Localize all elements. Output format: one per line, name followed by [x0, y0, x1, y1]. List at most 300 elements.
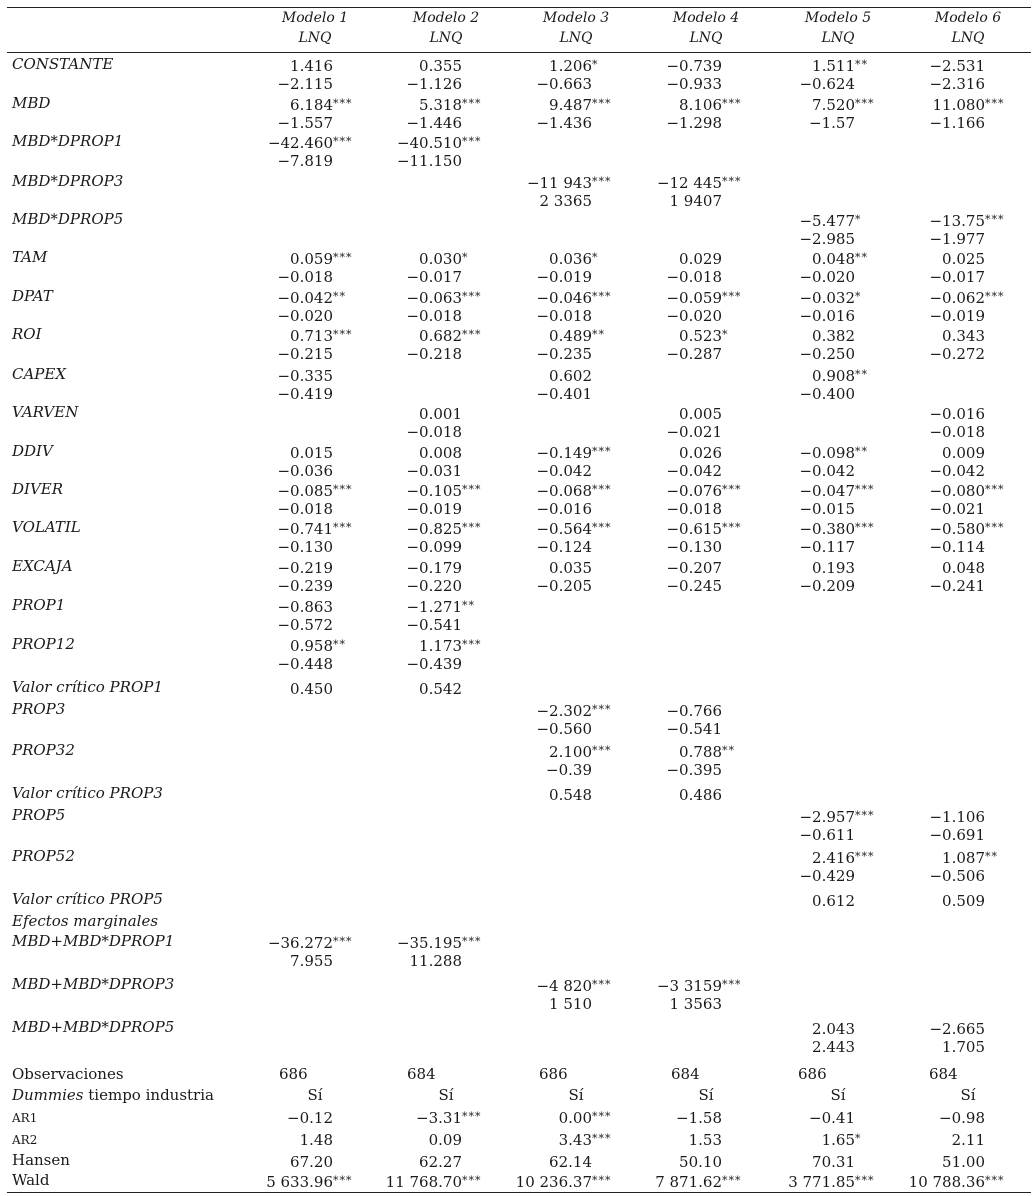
std-error-cell	[536, 268, 592, 287]
coefficient-value: 1.087	[942, 849, 985, 867]
std-error-cell	[406, 307, 462, 326]
footer-number: −0.98	[939, 1109, 985, 1127]
footer-number: 10 236.37	[515, 1173, 592, 1191]
coefficient-cell	[549, 741, 611, 762]
coefficient-value: −0.076	[666, 482, 722, 500]
coefficient-value: 8.106	[679, 96, 722, 114]
coefficient-cell	[536, 442, 611, 463]
std-error-cell	[536, 307, 592, 326]
std-error-value: −0.114	[929, 537, 985, 556]
coefficient-cell	[679, 94, 741, 115]
std-error-cell	[670, 192, 723, 211]
significance-stars: ***	[462, 328, 482, 341]
significance-stars: ***	[462, 97, 482, 110]
std-error-value: −0.395	[666, 760, 722, 779]
coefficient-value: −0.068	[536, 482, 592, 500]
std-error-value: −0.020	[666, 306, 722, 325]
coefficient-cell	[277, 596, 333, 617]
std-error-value: −0.560	[536, 719, 592, 738]
coefficient-cell	[419, 403, 462, 424]
significance-stars: ***	[855, 97, 875, 110]
coefficient-value: 0.713	[290, 327, 333, 345]
footer-number: 684	[671, 1065, 700, 1083]
std-error-value: −11.150	[396, 151, 462, 170]
footer-value-ar1	[809, 1107, 855, 1128]
std-error-value: −0.042	[666, 461, 722, 480]
std-error-cell	[277, 75, 333, 94]
significance-stars: ***	[333, 328, 353, 341]
row-label: PROP3	[12, 700, 66, 718]
coefficient-cell	[290, 635, 346, 656]
std-error-value: −0.019	[536, 267, 592, 286]
std-error-value: −0.39	[546, 760, 592, 779]
coefficient-value: −5.477	[799, 212, 855, 230]
std-error-value: −0.429	[799, 866, 855, 885]
significance-stars: ***	[333, 97, 353, 110]
significance-stars: ***	[985, 521, 1005, 534]
table-rule	[7, 1192, 1031, 1193]
row-label: PROP12	[12, 635, 75, 653]
significance-stars: ***	[722, 1174, 742, 1187]
row-label: Valor crítico PROP1	[12, 678, 163, 696]
std-error-cell	[277, 385, 333, 404]
coefficient-value: −0.042	[277, 289, 333, 307]
coefficient-value: −2.665	[929, 1020, 985, 1038]
coefficient-cell	[812, 248, 868, 269]
coefficient-cell	[549, 55, 598, 76]
coefficient-value: 0.036	[549, 250, 592, 268]
significance-stars: ***	[592, 97, 612, 110]
std-error-cell	[546, 761, 592, 780]
footer-number: 3.43	[558, 1131, 592, 1149]
row-label: Valor crítico PROP5	[12, 890, 163, 908]
significance-stars: ***	[333, 935, 353, 948]
std-error-cell	[536, 462, 592, 481]
footer-value-ar1	[287, 1107, 333, 1128]
footer-number: 686	[539, 1065, 568, 1083]
coefficient-value: −13.75	[929, 212, 985, 230]
significance-stars: ***	[722, 97, 742, 110]
coefficient-value: 1.416	[290, 57, 333, 75]
std-error-value: −1.126	[406, 74, 462, 93]
std-error-value: −0.019	[406, 499, 462, 518]
significance-stars: ***	[722, 483, 742, 496]
row-label: PROP1	[12, 596, 66, 614]
coefficient-cell	[549, 94, 611, 115]
footer-number: 70.31	[812, 1153, 855, 1171]
std-error-value: −0.019	[929, 306, 985, 325]
coefficient-cell	[812, 325, 855, 346]
coefficient-value: 0.343	[942, 327, 985, 345]
significance-stars: ***	[592, 175, 612, 188]
coefficient-cell	[666, 55, 722, 76]
std-error-cell	[277, 500, 333, 519]
significance-stars: ***	[333, 1174, 353, 1187]
significance-stars: ***	[333, 521, 353, 534]
std-error-cell	[277, 655, 333, 674]
footer-number: −0.41	[809, 1109, 855, 1127]
coefficient-value: −0.149	[536, 444, 592, 462]
std-error-cell	[277, 152, 333, 171]
std-error-cell	[277, 307, 333, 326]
footer-label-dummies	[12, 1086, 214, 1105]
footer-value-wald	[909, 1171, 1005, 1192]
coefficient-cell	[942, 557, 985, 578]
row-label: VOLATIL	[12, 518, 81, 536]
coefficient-cell	[406, 596, 475, 617]
footer-value-observations	[671, 1065, 700, 1084]
std-error-value: −0.031	[406, 461, 462, 480]
coefficient-cell	[799, 806, 874, 827]
coefficient-value: −0.739	[666, 57, 722, 75]
significance-stars: ***	[592, 1110, 612, 1123]
coefficient-cell	[549, 365, 592, 386]
std-error-cell	[406, 462, 462, 481]
coefficient-cell	[799, 442, 868, 463]
footer-number: 50.10	[679, 1153, 722, 1171]
std-error-value: −0.042	[799, 461, 855, 480]
std-error-value: −0.017	[406, 267, 462, 286]
coefficient-value: −0.046	[536, 289, 592, 307]
std-error-value: −0.018	[277, 267, 333, 286]
significance-stars: ***	[333, 251, 353, 264]
coefficient-value: −0.335	[277, 367, 333, 385]
coefficient-cell	[536, 480, 611, 501]
coefficient-cell	[812, 847, 874, 868]
coefficient-cell	[679, 325, 728, 346]
std-error-value: −0.018	[277, 499, 333, 518]
footer-value-wald	[266, 1171, 352, 1192]
coefficient-value: 2.100	[549, 743, 592, 761]
significance-stars: ***	[855, 483, 875, 496]
std-error-value: −1.298	[666, 113, 722, 132]
significance-stars: ***	[333, 135, 353, 148]
footer-value-ar1	[939, 1107, 985, 1128]
footer-value-observations	[539, 1065, 568, 1084]
significance-stars: ***	[855, 809, 875, 822]
std-error-cell	[406, 114, 462, 133]
row-label: Valor crítico PROP3	[12, 784, 163, 802]
coefficient-cell	[799, 287, 861, 308]
coefficient-cell	[929, 210, 1004, 231]
std-error-cell	[277, 538, 333, 557]
coefficient-cell	[536, 700, 611, 721]
significance-stars: ***	[592, 445, 612, 458]
significance-stars: ***	[592, 744, 612, 757]
significance-stars: **	[855, 58, 868, 71]
coefficient-value: 0.958	[290, 637, 333, 655]
significance-stars: ***	[855, 521, 875, 534]
std-error-value: −0.541	[406, 615, 462, 634]
std-error-value: 2.443	[812, 1037, 855, 1056]
row-label: MBD+MBD*DPROP1	[12, 932, 175, 950]
significance-stars: **	[722, 744, 735, 757]
std-error-value: −0.506	[929, 866, 985, 885]
column-model-label: Modelo 2	[412, 10, 480, 26]
significance-stars: ***	[592, 703, 612, 716]
column-model-label: Modelo 4	[672, 10, 740, 26]
std-error-value: −0.624	[799, 74, 855, 93]
coefficient-value: −0.062	[929, 289, 985, 307]
coefficient-value: −2.531	[929, 57, 985, 75]
footer-value-observations	[279, 1065, 308, 1084]
coefficient-cell	[942, 248, 985, 269]
coefficient-value: −2.957	[799, 808, 855, 826]
footer-value-wald	[788, 1171, 874, 1192]
std-error-value: −0.400	[799, 384, 855, 403]
coefficient-value: −0.766	[666, 702, 722, 720]
footer-label-ar1: AR1	[12, 1111, 38, 1125]
table-rule	[7, 7, 1031, 8]
std-error-cell	[929, 230, 985, 249]
coefficient-cell	[277, 480, 352, 501]
std-error-value: −0.124	[536, 537, 592, 556]
std-error-value: −0.018	[666, 267, 722, 286]
coefficient-cell	[419, 678, 462, 699]
std-error-value: −1.436	[536, 113, 592, 132]
std-error-value: −2.985	[799, 229, 855, 248]
std-error-value: −0.205	[536, 576, 592, 595]
std-error-cell	[536, 385, 592, 404]
significance-stars: ***	[462, 521, 482, 534]
coefficient-cell	[419, 442, 462, 463]
coefficient-value: 6.184	[290, 96, 333, 114]
std-error-cell	[929, 462, 985, 481]
coefficient-value: −0.564	[536, 520, 592, 538]
std-error-cell	[799, 230, 855, 249]
column-model-label: Modelo 3	[542, 10, 610, 26]
table-rule	[7, 52, 1031, 53]
significance-stars: ***	[855, 1174, 875, 1187]
std-error-cell	[799, 867, 855, 886]
coefficient-value: 1.206	[549, 57, 592, 75]
std-error-cell	[929, 307, 985, 326]
std-error-cell	[929, 826, 985, 845]
coefficient-value: 0.048	[942, 559, 985, 577]
coefficient-cell	[666, 700, 722, 721]
coefficient-cell	[657, 975, 742, 996]
footer-number: 7 871.62	[655, 1173, 722, 1191]
row-label: Efectos marginales	[12, 912, 159, 930]
coefficient-value: 0.682	[419, 327, 462, 345]
footer-number: 3 771.85	[788, 1173, 855, 1191]
row-label: MBD*DPROP5	[12, 210, 124, 228]
std-error-cell	[406, 500, 462, 519]
footer-label-wald: Wald	[12, 1171, 50, 1189]
column-method-label: LNQ	[689, 30, 723, 46]
coefficient-value: 0.015	[290, 444, 333, 462]
footer-value-dummies	[960, 1086, 975, 1105]
coefficient-value: 11.080	[932, 96, 985, 114]
coefficient-cell	[929, 1018, 985, 1039]
footer-value-dummies	[830, 1086, 845, 1105]
std-error-cell	[666, 268, 722, 287]
std-error-value: −0.235	[536, 344, 592, 363]
std-error-value: −0.018	[406, 422, 462, 441]
coefficient-cell	[942, 890, 985, 911]
footer-number: Sí	[830, 1086, 846, 1104]
std-error-cell	[799, 268, 855, 287]
coefficient-value: 0.059	[290, 250, 333, 268]
column-method-label: LNQ	[429, 30, 463, 46]
coefficient-value: 1.511	[812, 57, 855, 75]
coefficient-value: 0.009	[942, 444, 985, 462]
std-error-value: 11.288	[409, 951, 462, 970]
coefficient-value: 0.450	[290, 680, 333, 698]
coefficient-cell	[536, 975, 611, 996]
significance-stars: ***	[722, 521, 742, 534]
std-error-cell	[666, 345, 722, 364]
significance-stars: ***	[722, 175, 742, 188]
footer-number: 5 633.96	[266, 1173, 333, 1191]
std-error-value: −1.557	[277, 113, 333, 132]
footer-value-dummies	[438, 1086, 453, 1105]
footer-value-hansen	[549, 1151, 592, 1172]
coefficient-cell	[666, 287, 741, 308]
std-error-value: −0.272	[929, 344, 985, 363]
std-error-value: −0.220	[406, 576, 462, 595]
coefficient-cell	[657, 172, 742, 193]
coefficient-value: −0.219	[277, 559, 333, 577]
coefficient-value: 7.520	[812, 96, 855, 114]
coefficient-cell	[277, 518, 352, 539]
coefficient-value: 0.542	[419, 680, 462, 698]
coefficient-cell	[397, 932, 482, 953]
column-method-label: LNQ	[821, 30, 855, 46]
coefficient-value: 0.001	[419, 405, 462, 423]
footer-number: 1.65	[821, 1131, 855, 1149]
std-error-value: −0.020	[277, 306, 333, 325]
coefficient-value: −1.271	[406, 598, 462, 616]
coefficient-cell	[799, 210, 861, 231]
std-error-cell	[809, 114, 855, 133]
significance-stars: **	[462, 599, 475, 612]
coefficient-value: −0.047	[799, 482, 855, 500]
std-error-value: 1 9407	[669, 191, 722, 210]
std-error-value: −0.419	[277, 384, 333, 403]
coefficient-value: 0.193	[812, 559, 855, 577]
significance-stars: ***	[462, 135, 482, 148]
dummies-rest: tiempo industria	[83, 1086, 214, 1104]
coefficient-value: −0.085	[277, 482, 333, 500]
column-model-label: Modelo 6	[934, 10, 1002, 26]
std-error-value: −1.57	[809, 113, 855, 132]
significance-stars: *	[592, 251, 599, 264]
dummies-italic: Dummies	[12, 1086, 84, 1104]
std-error-cell	[929, 423, 985, 442]
coefficient-value: 0.030	[419, 250, 462, 268]
coefficient-cell	[419, 325, 481, 346]
std-error-value: 7.955	[290, 951, 333, 970]
std-error-value: −0.015	[799, 499, 855, 518]
footer-value-ar1	[416, 1107, 481, 1128]
footer-number: Sí	[960, 1086, 976, 1104]
coefficient-cell	[290, 325, 352, 346]
std-error-cell	[799, 462, 855, 481]
coefficient-cell	[812, 557, 855, 578]
significance-stars: *	[722, 328, 729, 341]
std-error-cell	[666, 761, 722, 780]
significance-stars: ***	[722, 978, 742, 991]
coefficient-cell	[929, 480, 1004, 501]
std-error-value: −1.446	[406, 113, 462, 132]
std-error-cell	[536, 114, 592, 133]
footer-number: 51.00	[942, 1153, 985, 1171]
footer-value-ar2	[822, 1129, 862, 1150]
significance-stars: **	[333, 290, 346, 303]
footer-value-ar2	[952, 1129, 985, 1150]
footer-value-ar2	[559, 1129, 612, 1150]
coefficient-cell	[397, 132, 482, 153]
footer-value-observations	[798, 1065, 827, 1084]
std-error-cell	[277, 462, 333, 481]
footer-value-wald	[386, 1171, 482, 1192]
std-error-value: −0.439	[406, 654, 462, 673]
std-error-cell	[666, 75, 722, 94]
std-error-cell	[536, 720, 592, 739]
significance-stars: ***	[462, 1174, 482, 1187]
footer-number: 2.11	[951, 1131, 985, 1149]
std-error-cell	[536, 75, 592, 94]
coefficient-value: −0.032	[799, 289, 855, 307]
row-label: MBD+MBD*DPROP5	[12, 1018, 175, 1036]
coefficient-value: 0.486	[679, 786, 722, 804]
row-label: PROP52	[12, 847, 75, 865]
coefficient-value: −0.179	[406, 559, 462, 577]
coefficient-value: 0.048	[812, 250, 855, 268]
significance-stars: **	[592, 328, 605, 341]
row-label: EXCAJA	[12, 557, 73, 575]
std-error-value: −0.218	[406, 344, 462, 363]
std-error-value: −0.541	[666, 719, 722, 738]
coefficient-cell	[527, 172, 612, 193]
footer-number: −3.31	[416, 1109, 462, 1127]
coefficient-cell	[536, 518, 611, 539]
coefficient-value: 2.043	[812, 1020, 855, 1038]
significance-stars: **	[333, 638, 346, 651]
coefficient-value: −0.016	[929, 405, 985, 423]
std-error-value: −0.018	[406, 306, 462, 325]
std-error-cell	[406, 345, 462, 364]
coefficient-cell	[277, 557, 333, 578]
std-error-cell	[406, 268, 462, 287]
coefficient-cell	[290, 55, 333, 76]
std-error-cell	[406, 616, 462, 635]
coefficient-value: 0.509	[942, 892, 985, 910]
significance-stars: ***	[462, 638, 482, 651]
coefficient-value: −0.080	[929, 482, 985, 500]
significance-stars: ***	[592, 1132, 612, 1145]
coefficient-cell	[290, 94, 352, 115]
footer-number: 10 788.36	[908, 1173, 985, 1191]
std-error-cell	[799, 307, 855, 326]
coefficient-cell	[679, 248, 722, 269]
std-error-cell	[549, 995, 592, 1014]
significance-stars: *	[855, 290, 862, 303]
coefficient-value: 0.523	[679, 327, 722, 345]
coefficient-value: 2.416	[812, 849, 855, 867]
std-error-cell	[406, 75, 462, 94]
std-error-value: −0.401	[536, 384, 592, 403]
coefficient-cell	[268, 132, 353, 153]
row-label: DIVER	[12, 480, 64, 498]
row-label: DDIV	[12, 442, 53, 460]
coefficient-cell	[290, 248, 352, 269]
std-error-cell	[406, 577, 462, 596]
std-error-value: −1.166	[929, 113, 985, 132]
std-error-cell	[277, 616, 333, 635]
footer-value-ar2	[429, 1129, 462, 1150]
